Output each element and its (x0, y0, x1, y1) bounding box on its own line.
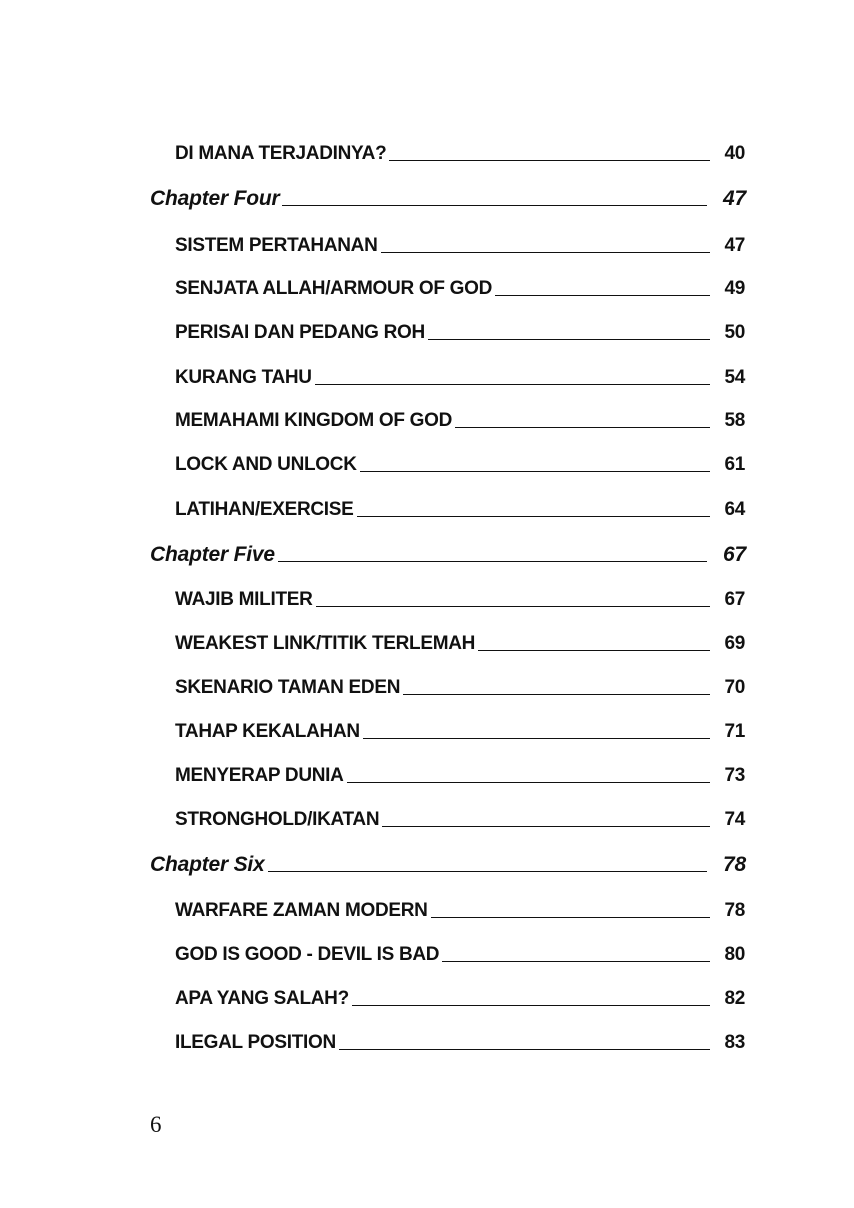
toc-leader-line (455, 427, 710, 428)
toc-leader-line (495, 295, 710, 296)
toc-leader-line (428, 339, 710, 340)
toc-leader-line (360, 471, 710, 472)
toc-entry-title: STRONGHOLD/IKATAN (175, 809, 380, 830)
toc-entry-title: LOCK AND UNLOCK (175, 454, 357, 475)
toc-entry (175, 896, 745, 922)
toc-entry (175, 585, 745, 611)
toc-chapter-title: Chapter Five (150, 543, 275, 566)
toc-chapter-entry (150, 850, 746, 876)
toc-entry (175, 363, 745, 389)
toc-leader-line (403, 694, 710, 695)
toc-entry-page: 69 (724, 633, 745, 654)
toc-entry-title: SENJATA ALLAH/ARMOUR OF GOD (175, 278, 492, 299)
toc-leader-line (268, 871, 708, 872)
toc-entry-title: APA YANG SALAH? (175, 988, 349, 1009)
toc-leader-line (316, 606, 710, 607)
toc-entry (175, 274, 745, 300)
toc-entry (175, 231, 745, 257)
toc-entry-title: WAJIB MILITER (175, 589, 313, 610)
toc-entry-title: DI MANA TERJADINYA? (175, 143, 387, 164)
toc-entry (175, 629, 745, 655)
toc-leader-line (381, 252, 711, 253)
toc-entry-title: KURANG TAHU (175, 367, 312, 388)
toc-entry-title: LATIHAN/EXERCISE (175, 499, 354, 520)
toc-entry (175, 805, 745, 831)
toc-entry-page: 49 (724, 278, 745, 299)
toc-entry-page: 54 (724, 367, 745, 388)
toc-chapter-title: Chapter Four (150, 187, 280, 210)
toc-entry-page: 47 (724, 235, 745, 256)
toc-entry-page: 83 (724, 1032, 745, 1053)
toc-chapter-page: 78 (723, 853, 746, 876)
toc-entry-page: 78 (724, 900, 745, 921)
toc-entry-page: 40 (724, 143, 745, 164)
toc-leader-line (382, 826, 710, 827)
toc-leader-line (315, 384, 710, 385)
toc-entry-page: 73 (724, 765, 745, 786)
toc-entry-title: SISTEM PERTAHANAN (175, 235, 378, 256)
toc-leader-line (347, 782, 710, 783)
toc-entry-page: 67 (724, 589, 745, 610)
toc-entry-title: WEAKEST LINK/TITIK TERLEMAH (175, 633, 476, 654)
toc-chapter-entry (150, 184, 746, 210)
toc-entry-title: PERISAI DAN PEDANG ROH (175, 322, 425, 343)
toc-entry (175, 450, 745, 476)
toc-entry-page: 74 (724, 809, 745, 830)
toc-entry-title: WARFARE ZAMAN MODERN (175, 900, 428, 921)
toc-entry-title: TAHAP KEKALAHAN (175, 721, 360, 742)
toc-leader-line (278, 561, 707, 562)
toc-chapter-title: Chapter Six (150, 853, 265, 876)
toc-leader-line (389, 160, 710, 161)
toc-entry (175, 139, 745, 165)
toc-entry-title: ILEGAL POSITION (175, 1032, 336, 1053)
toc-leader-line (282, 205, 707, 206)
toc-entry-page: 61 (724, 454, 745, 475)
toc-leader-line (363, 738, 710, 739)
toc-entry-title: MENYERAP DUNIA (175, 765, 344, 786)
page-number: 6 (150, 1112, 162, 1137)
toc-entry-page: 58 (724, 410, 745, 431)
toc-leader-line (478, 650, 710, 651)
toc-entry-title: MEMAHAMI KINGDOM OF GOD (175, 410, 453, 431)
toc-leader-line (357, 516, 710, 517)
toc-entry (175, 984, 745, 1010)
toc-chapter-entry (150, 540, 746, 566)
toc-entry-title: GOD IS GOOD - DEVIL IS BAD (175, 944, 440, 965)
toc-leader-line (352, 1005, 710, 1006)
toc-entry (175, 717, 745, 743)
toc-entry (175, 318, 745, 344)
toc-leader-line (442, 961, 710, 962)
toc-entry (175, 761, 745, 787)
toc-entry-page: 71 (724, 721, 745, 742)
toc-chapter-page: 47 (723, 187, 746, 210)
toc-entry-title: SKENARIO TAMAN EDEN (175, 677, 401, 698)
toc-entry (175, 495, 745, 521)
toc-entry-page: 80 (724, 944, 745, 965)
toc-entry-page: 70 (724, 677, 745, 698)
toc-entry (175, 406, 745, 432)
toc-entry (175, 940, 745, 966)
toc-entry (175, 1028, 745, 1054)
toc-entry-page: 82 (724, 988, 745, 1009)
toc-chapter-page: 67 (723, 543, 746, 566)
toc-entry-page: 50 (724, 322, 745, 343)
toc-leader-line (431, 917, 710, 918)
toc-entry (175, 673, 745, 699)
toc-entry-page: 64 (724, 499, 745, 520)
toc-leader-line (339, 1049, 710, 1050)
